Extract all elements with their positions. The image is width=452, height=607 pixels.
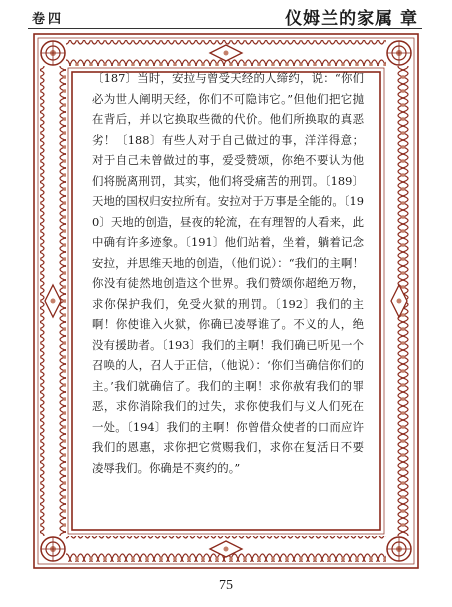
- main-text-block: [92, 68, 364, 498]
- chapter-title: 仪姆兰的家属 章: [285, 9, 418, 29]
- corner-ornament-icon: [387, 537, 411, 561]
- corner-ornament-icon: [41, 537, 65, 561]
- page-number: 75: [219, 578, 233, 593]
- corner-ornament-icon: [387, 41, 411, 65]
- scripture-paragraph: 〔187〕当时，安拉与曾受天经的人缔约，说：“你们必为世人阐明天经，你们不可隐讳它。”但他们把它抛在背后，并以它换取些微的代价。他们所换取的真恶劣！〔188〕有些人对于自己做过的事，洋洋得意；对于自己未曾做过的事，爱受赞颂，你绝不要认为他们将脱离刑罚，其实，他们将受痛苦的刑罚。〔189〕天地的国权归安拉所有。安拉对于万事是全能的。〔190〕天地的创造，昼夜的轮流，在有理智的人看来，此中确有许多迹象。〔191〕他们站着，坐着，躺着记念安拉，并思维天地的创造，（他们说）：“我们的主啊！你没有徒然地创造这个世界。我们赞颂你超绝万物，求你保护我们，免受火狱的刑罚。〔192〕我们的主啊！你使谁入火狱，你确已凌辱谁了。不义的人，绝没有援助者。〔193〕我们的主啊！我们确已听见一个召唤的人，召人于正信，（他说）：‘你们当确信你们的主。’我们就确信了。我们的主啊！求你赦宥我们的罪恶，求你消除我们的过失，求你使我们与义人们死在一处。〔194〕我们的主啊！你曾借众使者的口而应许我们的恩惠，求你把它赏赐我们，求你在复活日不要凌辱我们。你确是不爽约的。”: [92, 71, 364, 475]
- corner-ornament-icon: [41, 41, 65, 65]
- volume-label: 卷四: [32, 12, 65, 27]
